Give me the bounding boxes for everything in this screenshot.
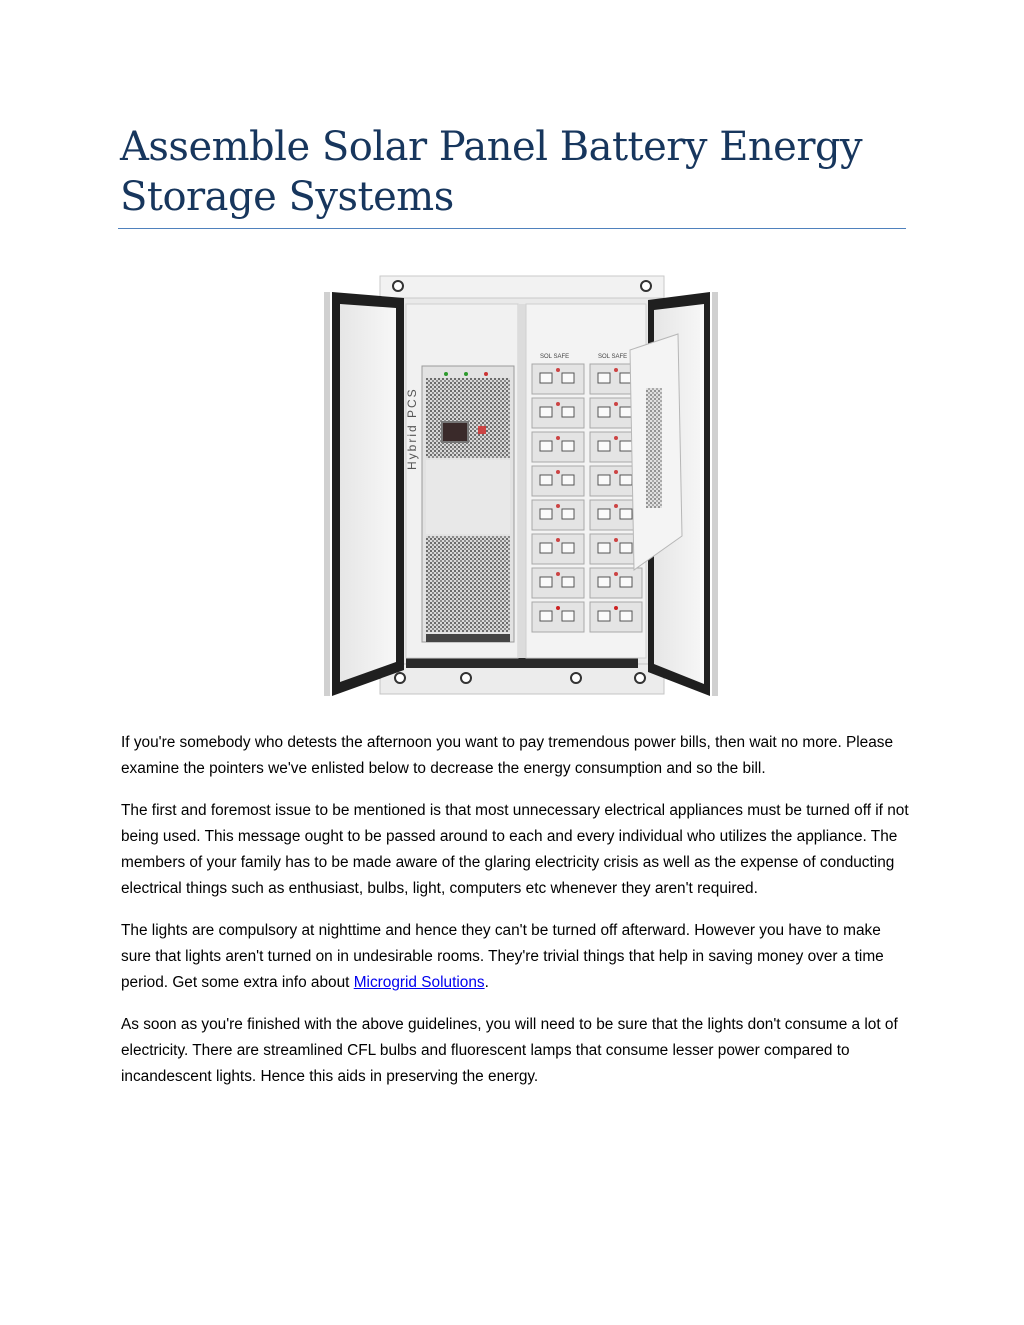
module-indicator xyxy=(556,368,560,372)
paragraph-3-end: . xyxy=(484,974,489,991)
module-indicator xyxy=(556,538,560,542)
module-connector xyxy=(598,373,610,383)
module-indicator xyxy=(614,368,618,372)
module-indicator xyxy=(556,572,560,576)
module-connector xyxy=(620,475,632,485)
module-connector xyxy=(562,509,574,519)
module-connector xyxy=(562,475,574,485)
module-indicator xyxy=(556,402,560,406)
module-connector xyxy=(562,373,574,383)
module-connector xyxy=(620,407,632,417)
pcs-label: Hybrid PCS xyxy=(405,387,419,470)
module-connector xyxy=(598,441,610,451)
module-connector xyxy=(562,543,574,553)
module-brand-label-2: SOL SAFE xyxy=(598,354,628,360)
module-indicator xyxy=(614,436,618,440)
module-connector xyxy=(540,543,552,553)
module-connector xyxy=(620,577,632,587)
module-connector xyxy=(598,611,610,621)
microgrid-solutions-link[interactable]: Microgrid Solutions xyxy=(353,974,485,991)
module-connector xyxy=(562,407,574,417)
title-divider xyxy=(118,228,906,229)
module-indicator xyxy=(556,606,560,610)
module-connector xyxy=(562,577,574,587)
paragraph-3-text: The lights are compulsory at nighttime and hence they can't be turned off afterward. However you have to make sure that lights aren't turned on in undesirable rooms. They're trivial things that help in saving money over a time period. Get some extra info about xyxy=(121,922,884,991)
module-connector xyxy=(540,475,552,485)
module-indicator xyxy=(614,606,618,610)
module-connector xyxy=(540,407,552,417)
paragraph-1: If you're somebody who detests the afternoon you want to pay tremendous power bills, then wait no more. Please examine the pointers we've enlisted below to decrease the energy consumption and so the bill. xyxy=(121,734,894,777)
module-indicator xyxy=(556,470,560,474)
module-indicator xyxy=(614,538,618,542)
module-indicator xyxy=(556,436,560,440)
module-indicator xyxy=(614,402,618,406)
module-indicator xyxy=(556,504,560,508)
module-connector xyxy=(620,441,632,451)
module-indicator xyxy=(614,470,618,474)
module-connector xyxy=(598,577,610,587)
battery-cabinet-illustration xyxy=(318,270,724,702)
module-connector xyxy=(620,543,632,553)
page-title: Assemble Solar Panel Battery Energy Storage Systems xyxy=(120,124,863,220)
module-connector xyxy=(540,577,552,587)
module-connector xyxy=(620,509,632,519)
module-connector xyxy=(598,475,610,485)
module-connector xyxy=(562,611,574,621)
paragraph-3 xyxy=(121,918,911,996)
module-connector xyxy=(540,373,552,383)
module-connector xyxy=(540,441,552,451)
module-connector xyxy=(540,509,552,519)
module-connector xyxy=(562,441,574,451)
module-connector xyxy=(620,611,632,621)
module-indicator xyxy=(614,572,618,576)
module-connector xyxy=(598,543,610,553)
module-connector xyxy=(540,611,552,621)
paragraph-2: The first and foremost issue to be mentioned is that most unnecessary electrical appliances must be turned off if not being used. This message ought to be passed around to each and every individual who utilizes the appliance. The members of your family has to be made aware of the glaring electricity crisis as well as the expense of conducting electrical things such as enthusiast, bulbs, light, computers etc whenever they aren't required. xyxy=(121,802,909,897)
battery-cabinet-image xyxy=(318,270,724,702)
module-indicator xyxy=(614,504,618,508)
paragraph-4: As soon as you're finished with the above guidelines, you will need to be sure that the lights don't consume a lot of electricity. There are streamlined CFL bulbs and fluorescent lamps that consume lesser power compared to incandescent lights. Hence this aids in preserving the energy. xyxy=(121,1016,898,1085)
module-connector xyxy=(598,407,610,417)
module-connector xyxy=(598,509,610,519)
article-body xyxy=(121,730,911,1106)
module-brand-label: SOL SAFE xyxy=(540,354,570,360)
